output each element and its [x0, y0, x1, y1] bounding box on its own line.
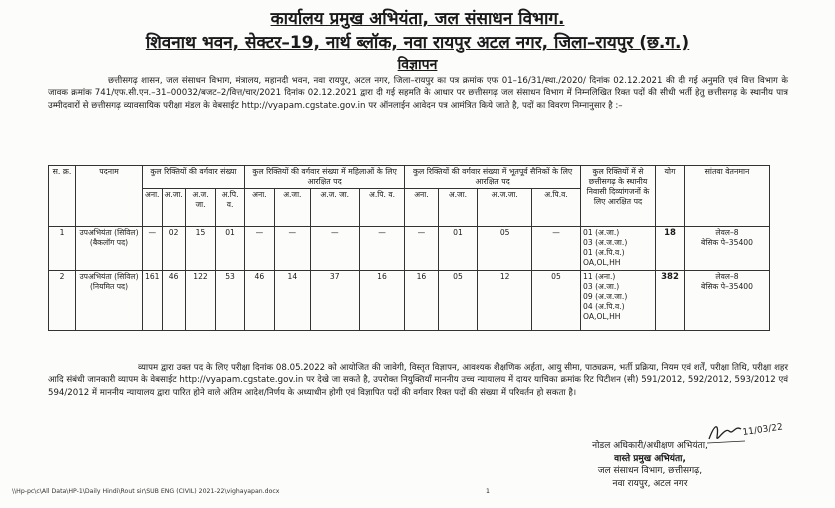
cell: 14 [274, 271, 310, 331]
subheader: अना. [244, 189, 274, 227]
cell: 05 [478, 227, 532, 271]
row-sum: 382 [656, 271, 685, 331]
signature-line-2: वास्ते प्रमुख अभियंता, [614, 453, 686, 464]
subheader: अ.पि. व. [359, 189, 405, 227]
cell: 53 [216, 271, 245, 331]
disabled-line: 03 (अ.जा.) [583, 282, 620, 291]
disabled-line: 03 (अ.ज.जा.) [583, 238, 628, 247]
cell: 46 [162, 271, 185, 331]
cell: 02 [162, 227, 185, 271]
cell: — [310, 227, 359, 271]
file-path-footer: \\Hp-pc\c\All Data\HP-1\Daily Hindi\Rout sir\SUB ENG (CIVIL) 2021-22\vighayapan.docx [12, 488, 280, 495]
subheader: अ.जा. [274, 189, 310, 227]
office-heading: कार्यालय प्रमुख अभियंता, जल संसाधन विभाग. [270, 9, 565, 29]
header-disabled: कुल रिक्तियों में से छत्तीसगढ़ के स्थानीय निवासी दिव्यांगजनों के लिए आरक्षित पद [581, 166, 656, 227]
signature-line-3: जल संसाधन विभाग, छत्तीसगढ़, [597, 466, 703, 476]
cell: — [405, 227, 438, 271]
subheader: अ.पि. व. [216, 189, 245, 227]
cell: 01 [216, 227, 245, 271]
intro-paragraph: छत्तीसगढ़ शासन, जल संसाधन विभाग, मंत्रालय, महानदी भवन, नवा रायपुर, अटल नगर, जिला–रायपुर का पत्र क्रमांक एफ 01–16/31/स्था./2020/ दिनांक 02.12.2021 की दी गई अनुमति एवं वित्त विभाग के जावक क्रमांक 741/एफ.सी.एन.–31–00032/बजट–2/वित्त/चार/2021 दिनांक 02.12.2021 द्वारा दी गई सहमति के आधार पर छत्तीसगढ़ जल संसाधन विभाग में निम्नलिखित रिक्त पदों की सीधी भर्ती हेतु छत्तीसगढ़ के स्थानीय पात्र उम्मीदवारों से छत्तीसगढ़ व्यावसायिक परीक्षा मंडल के वेबसाईट http://vyapam.cgstate.gov.in पर ऑनलाईन आवेदन पत्र आमंत्रित किये जाते है, पदों का विवरण निम्नानुसार है :– [48, 76, 788, 111]
vacancy-table [48, 165, 770, 331]
page-number: 1 [486, 488, 490, 495]
subheader: अना. [405, 189, 438, 227]
cell: 161 [143, 271, 163, 331]
row-disabled [581, 271, 656, 331]
signature-line-1: नोडल अधिकारी/अधीक्षण अभियंता, [592, 441, 708, 451]
header-exarmy: कुल रिक्तियों की वर्गवार संख्या में भूतपूर्व सैनिकों के लिए आरक्षित पद [405, 166, 581, 189]
disabled-line: 09 (अ.ज.जा.) [583, 292, 628, 301]
header-pay: सांतवा वेतनमान [685, 166, 770, 227]
header-sum: योग [656, 166, 685, 227]
advertisement-title: विज्ञापन [397, 57, 438, 73]
subheader: अ.ज. जा. [310, 189, 359, 227]
row-sno: 2 [49, 271, 76, 331]
pay-level: लेवल–8 [715, 228, 739, 237]
disabled-line: 01 (अ.जा.) [583, 228, 620, 237]
subheader: अ.ज.जा. [478, 189, 532, 227]
row-pay [685, 271, 770, 331]
disabled-line: 04 (अ.पि.व.) [583, 302, 625, 311]
cell: 46 [244, 271, 274, 331]
cell: — [359, 227, 405, 271]
disabled-line: 01 (अ.पि.व.) [583, 248, 625, 257]
subheader: अ.ज. जा. [185, 189, 216, 227]
cell: 12 [478, 271, 532, 331]
signature-line-4: नवा रायपुर, अटल नगर [612, 478, 688, 489]
pay-level: लेवल–8 [715, 272, 739, 281]
note-paragraph: व्यापम द्वारा उक्त पद के लिए परीक्षा दिनांक 08.05.2022 को आयोजित की जावेगी, विस्तृत विज्ञापन, आवश्यक शैक्षणिक अर्हता, आयु सीमा, पाठ्यक्रम, भर्ती प्रक्रिया, नियम एवं शर्तें, परीक्षा तिथि, परीक्षा शहर आदि संबंधी जानकारी व्यापम के वेबसाईट http://vyapam.cgstate.gov.in पर देखे जा सकते है, उपरोक्त नियुक्तियाँ माननीय उच्च न्यायालय में दायर याचिका क्रमांक रिट पिटीशन (सी) 591/2012, 592/2012, 593/2012 एवं 594/2012 में माननीय न्यायालय द्वारा पारित होने वाले अंतिम आदेश/निर्णय के अध्याधीन होगी एवं विज्ञापित पदों की वर्गवार रिक्त पदों की संख्या में परिवर्तन हो सकता है। [48, 363, 788, 398]
disabled-line: 11 (अना.) [583, 272, 616, 281]
cell: — [244, 227, 274, 271]
table-row [49, 271, 770, 331]
cell: 05 [438, 271, 478, 331]
cell: — [531, 227, 580, 271]
header-post: पदनाम [76, 166, 143, 227]
subheader: अ.पि.व. [531, 189, 580, 227]
disabled-codes: OA,OL,HH [583, 312, 621, 321]
cell: 16 [405, 271, 438, 331]
table-row [49, 227, 770, 271]
office-address: शिवनाथ भवन, सेक्टर–19, नार्थ ब्लॉक, नवा रायपुर अटल नगर, जिला–रायपुर (छ.ग.) [145, 33, 690, 53]
signature-date: 11/03/22 [742, 422, 784, 438]
subheader: अना. [143, 189, 163, 227]
row-sum: 18 [656, 227, 685, 271]
subheader: अ.जा. [162, 189, 185, 227]
row-sno: 1 [49, 227, 76, 271]
pay-basic: बेसिक पे–35400 [701, 282, 753, 291]
header-total: कुल रिक्तियों की वर्गवार संख्या [143, 166, 245, 189]
row-post: उपअभियंता (सिविल) (बैकलॉग पद) [76, 227, 143, 271]
cell: 01 [438, 227, 478, 271]
signature-block [560, 440, 740, 490]
cell: — [143, 227, 163, 271]
cell: 37 [310, 271, 359, 331]
row-pay [685, 227, 770, 271]
disabled-codes: OA,OL,HH [583, 258, 621, 267]
header-women: कुल रिक्तियों की वर्गवार संख्या में महिलाओं के लिए आरक्षित पद [244, 166, 404, 189]
pay-basic: बेसिक पे–35400 [701, 238, 753, 247]
row-post: उपअभियंता (सिविल) (नियमित पद) [76, 271, 143, 331]
cell: 16 [359, 271, 405, 331]
cell: 05 [531, 271, 580, 331]
cell: — [274, 227, 310, 271]
row-disabled [581, 227, 656, 271]
header-sno: स. क्र. [49, 166, 76, 227]
cell: 122 [185, 271, 216, 331]
cell: 15 [185, 227, 216, 271]
subheader: अ.जा. [438, 189, 478, 227]
